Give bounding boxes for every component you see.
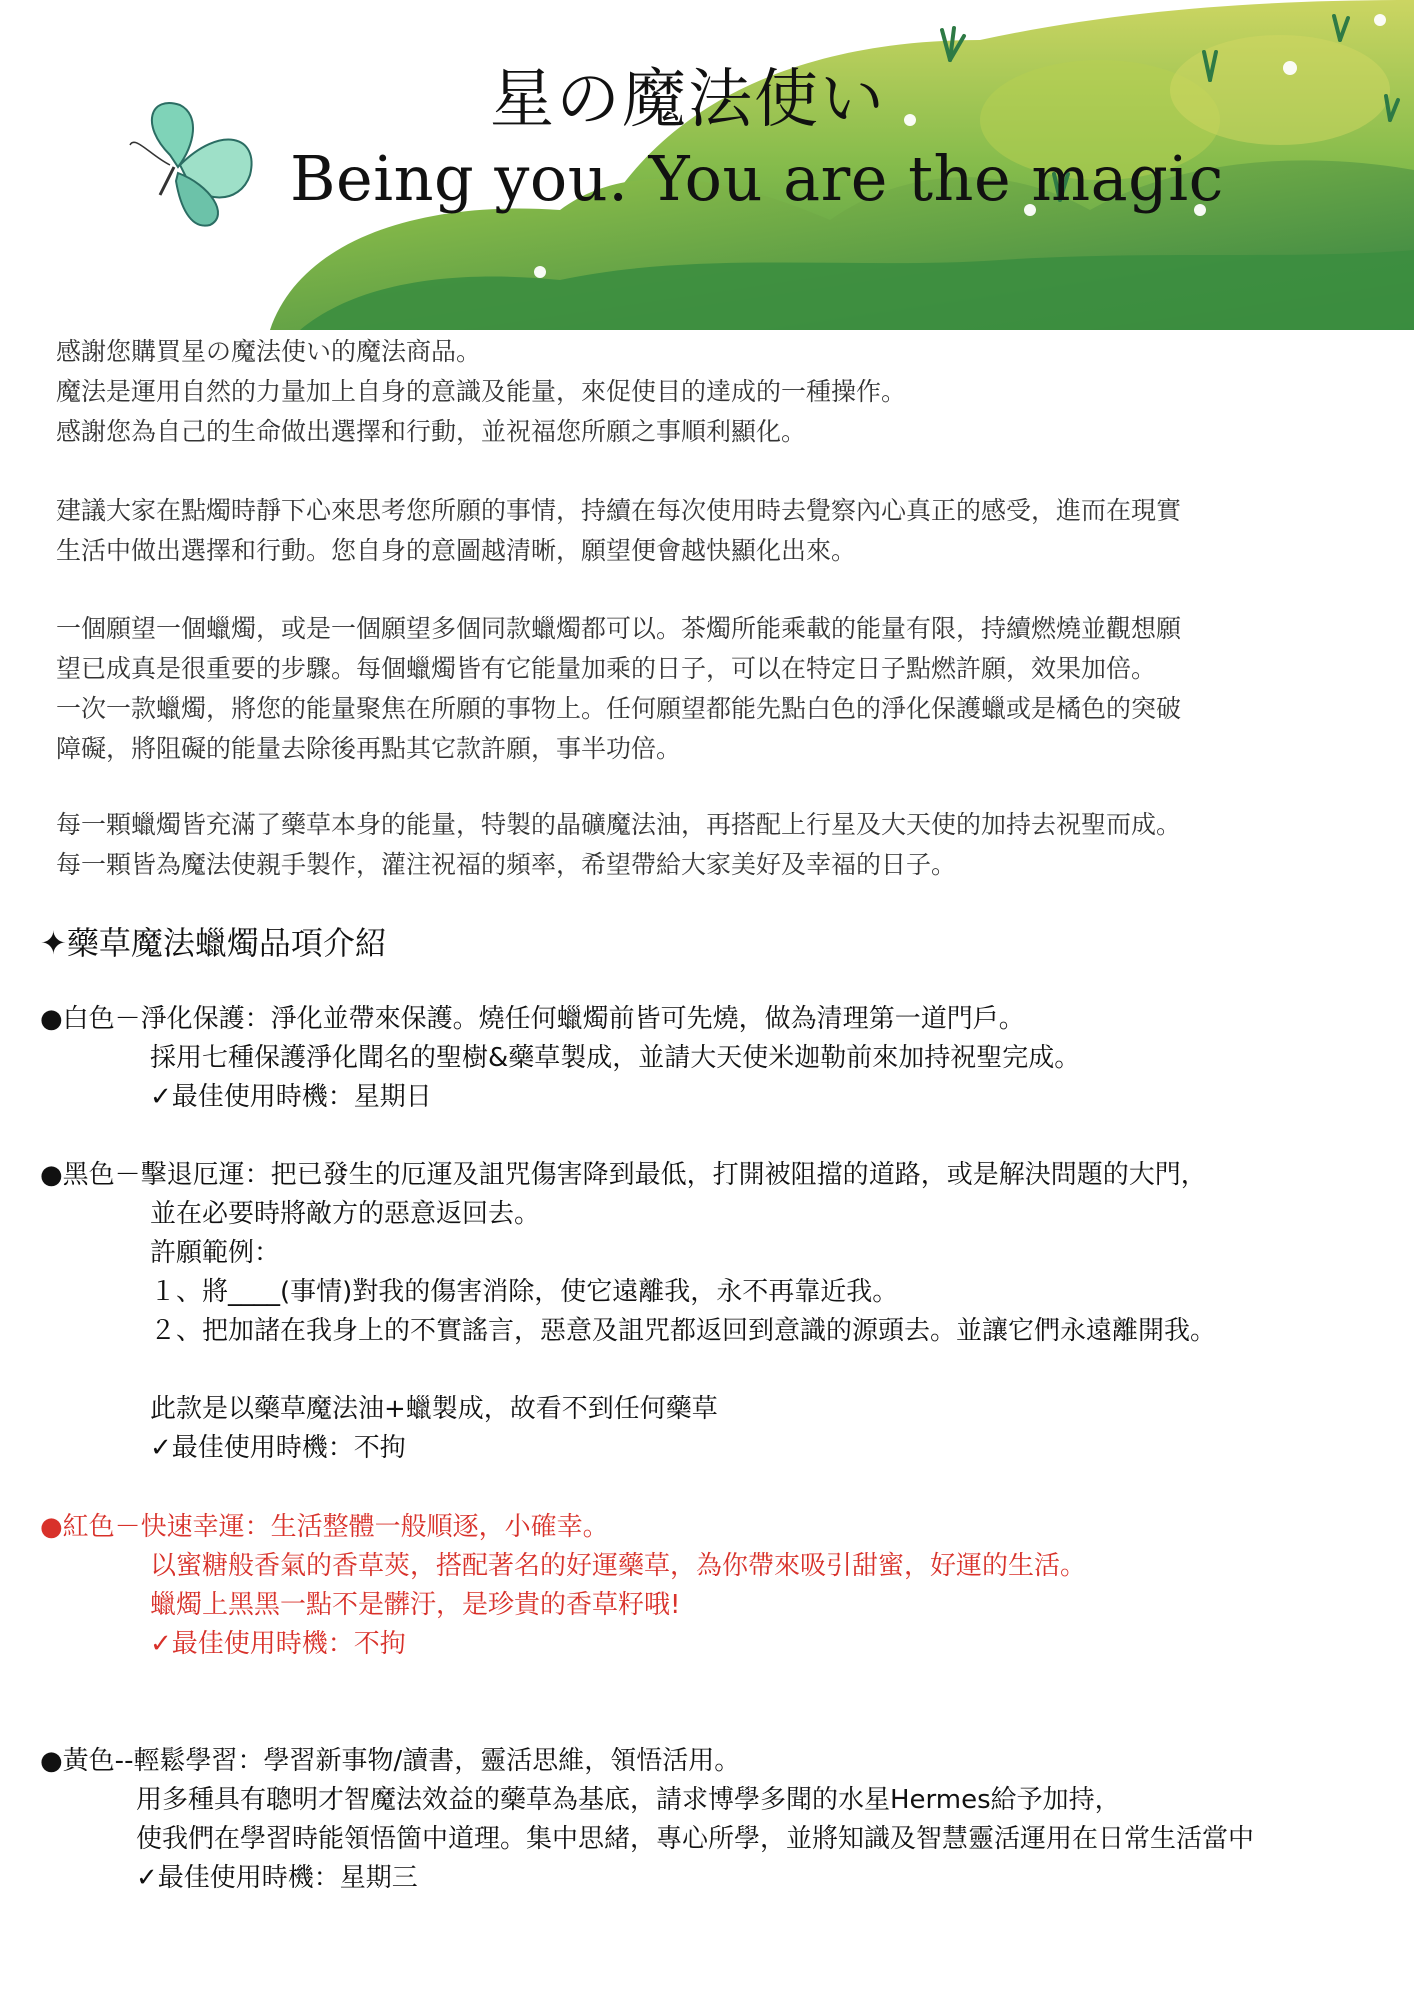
candle-item-black xyxy=(40,1156,1216,1468)
item-line: 使我們在學習時能領悟箇中道理。集中思緒，專心所學，並將知識及智慧靈活運用在日常生活當中 xyxy=(136,1824,1255,1854)
item-line: 此款是以藥草魔法油+蠟製成，故看不到任何藥草 xyxy=(150,1394,718,1424)
text-line: 魔法是運用自然的力量加上自身的意識及能量，來促使目的達成的一種操作。 xyxy=(56,377,907,406)
text-line: 感謝您購買星の魔法使い的魔法商品。 xyxy=(56,337,482,366)
intro-paragraph-1 xyxy=(56,332,906,452)
text-line: 望已成真是很重要的步驟。每個蠟燭皆有它能量加乘的日子，可以在特定日子點燃許願，效果加倍。 xyxy=(56,654,1157,683)
item-heading: ●黃色--輕鬆學習：學習新事物/讀書，靈活思維，領悟活用。 xyxy=(40,1746,741,1776)
item-line: 許願範例： xyxy=(150,1238,281,1268)
text-line: 感謝您為自己的生命做出選擇和行動，並祝福您所願之事順利顯化。 xyxy=(56,417,807,446)
item-heading: ●白色－淨化保護：淨化並帶來保護。燒任何蠟燭前皆可先燒，做為清理第一道門戶。 xyxy=(40,1004,1025,1034)
item-line: 並在必要時將敵方的惡意返回去。 xyxy=(150,1199,541,1229)
item-line: 以蜜糖般香氣的香草莢，搭配著名的好運藥草，為你帶來吸引甜蜜，好運的生活。 xyxy=(150,1551,1087,1581)
item-line: ✓最佳使用時機：不拘 xyxy=(150,1629,406,1659)
item-line: 採用七種保護淨化聞名的聖樹&藥草製成，並請大天使米迦勒前來加持祝聖完成。 xyxy=(150,1043,1081,1073)
header-banner xyxy=(0,0,1414,330)
item-line: ✓最佳使用時機：星期日 xyxy=(150,1082,432,1112)
item-line: 用多種具有聰明才智魔法效益的藥草為基底，請求博學多聞的水星Hermes給予加持， xyxy=(136,1785,1121,1815)
candle-item-yellow xyxy=(40,1742,1254,1898)
item-line: 蠟燭上黑黑一點不是髒汙，是珍貴的香草籽哦! xyxy=(150,1590,681,1620)
candle-item-red xyxy=(40,1508,1086,1664)
text-line: 建議大家在點燭時靜下心來思考您所願的事情，持續在每次使用時去覺察內心真正的感受，進而在現實 xyxy=(56,496,1182,525)
item-line: ✓最佳使用時機：不拘 xyxy=(150,1433,406,1463)
intro-paragraph-4 xyxy=(56,805,1181,885)
text-line: 一次一款蠟燭，將您的能量聚焦在所願的事物上。任何願望都能先點白色的淨化保護蠟或是橘色的突破 xyxy=(56,694,1182,723)
candle-item-white xyxy=(40,1000,1080,1117)
text-line: 每一顆皆為魔法使親手製作，灌注祝福的頻率，希望帶給大家美好及幸福的日子。 xyxy=(56,850,957,879)
text-line: 每一顆蠟燭皆充滿了藥草本身的能量，特製的晶礦魔法油，再搭配上行星及大天使的加持去祝聖而成。 xyxy=(56,810,1182,839)
text-line: 生活中做出選擇和行動。您自身的意圖越清晰，願望便會越快顯化出來。 xyxy=(56,536,857,565)
text-line: 一個願望一個蠟燭，或是一個願望多個同款蠟燭都可以。茶燭所能乘載的能量有限，持續燃燒並觀想願 xyxy=(56,614,1182,643)
page-title: 星の魔法使い xyxy=(490,63,886,137)
item-heading: ●黑色－擊退厄運：把已發生的厄運及詛咒傷害降到最低，打開被阻擋的道路，或是解決問題的大門， xyxy=(40,1160,1207,1190)
item-line: ２、把加諸在我身上的不實謠言，惡意及詛咒都返回到意識的源頭去。並讓它們永遠離開我。 xyxy=(150,1316,1217,1346)
item-line: １、將____(事情)對我的傷害消除，使它遠離我，永不再靠近我。 xyxy=(150,1277,899,1307)
section-heading: ✦藥草魔法蠟燭品項介紹 xyxy=(40,924,387,962)
text-line: 障礙，將阻礙的能量去除後再點其它款許願，事半功倍。 xyxy=(56,734,682,763)
item-heading: ●紅色－快速幸運：生活整體一般順逐，小確幸。 xyxy=(40,1512,609,1542)
intro-paragraph-2 xyxy=(56,491,1181,571)
butterfly-icon xyxy=(130,103,252,226)
item-line: ✓最佳使用時機：星期三 xyxy=(136,1863,418,1893)
intro-paragraph-3 xyxy=(56,609,1181,769)
page-subtitle: Being you. You are the magic xyxy=(290,142,1224,215)
